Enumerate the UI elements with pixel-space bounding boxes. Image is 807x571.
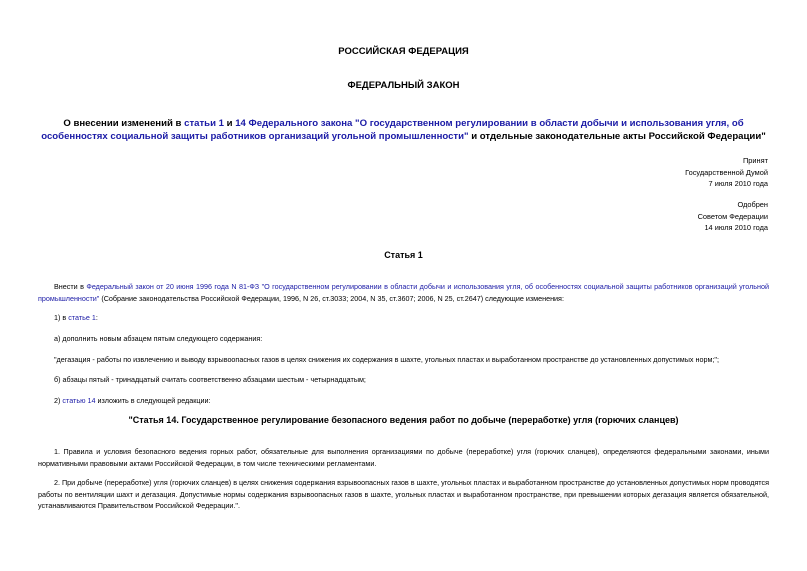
country-heading: РОССИЙСКАЯ ФЕДЕРАЦИЯ [338, 46, 469, 57]
article1-item-a: а) дополнить новым абзацем пятым следующего содержания: [54, 334, 263, 343]
article14-paragraph1: 1. Правила и условия безопасного ведения горных работ, обязательные для выполнения организациями по добыче (переработке) угля (горючих сланцев), определяются федеральными законами, иными нормативными правовыми актами Российской Федерации, в том числе техническими регламентами. [38, 447, 769, 468]
approved-line2: Советом Федерации [697, 211, 768, 221]
article1-heading: Статья 1 [384, 250, 423, 260]
item2-text-post: изложить в следующей редакции: [95, 396, 211, 405]
title-text-part3: и отдельные законодательные акты Российской Федерации" [468, 131, 766, 142]
law-title [30, 117, 777, 143]
item2-text-pre: 2) [54, 396, 63, 405]
title-link-article14[interactable]: 14 Федерального закона "О государственном регулировании в области добычи и использования угля, об особенностях социальной защиты работников организаций угольной промышленности" [41, 118, 744, 142]
title-text-part2: и [223, 118, 236, 129]
adopted-line3: 7 июля 2010 года [708, 179, 768, 188]
intro-law-link[interactable]: Федеральный закон от 20 июня 1996 года N 81-ФЗ "О государственном регулировании в области добычи и использования угля, об особенностях социальной защиты работников организаций угольной промышленности" [38, 282, 769, 303]
approved-line3: 14 июля 2010 года [704, 223, 768, 232]
adopted-line1: Принят [742, 156, 768, 165]
intro-text-pre: Внести в [54, 282, 87, 291]
degasification-definition: "дегазация - работы по извлечению и выводу взрывоопасных газов в целях снижения их содержания в шахте, угольных пластах и выработанном пространстве до установленных допустимых норм;"; [54, 355, 719, 364]
item1-text-post: : [95, 313, 98, 322]
title-link-article1[interactable]: статьи 1 [184, 118, 224, 129]
item1-text-pre: 1) в [54, 313, 69, 322]
approved-stamp [698, 199, 768, 234]
approved-line1: Одобрен [737, 200, 768, 209]
article14-heading: "Статья 14. Государственное регулирование безопасного ведения работ по добыче (переработке) угля (горючих сланцев) [128, 415, 679, 425]
adopted-stamp [685, 155, 768, 190]
article14-paragraph2: 2. При добыче (переработке) угля (горючих сланцев) в целях снижения содержания взрывоопасных газов в шахте, угольных пластах и выработанном пространстве до установленных допустимых норм проводятся работы по вентиляции шахт и дегазация. Допустимые нормы содержания взрывоопасных газов в шахте, угольных пластах и выработанном пространстве, при превышении которых дегазация является обязательной, устанавливаются Правительством Российской Федерации.". [38, 478, 769, 510]
article1-intro [38, 281, 769, 304]
intro-text-post: (Собрание законодательства Российской Федерации, 1996, N 26, ст.3033; 2004, N 35, ст.3607; 2006, N 25, ст.2647) следующие изменения: [99, 293, 564, 303]
item2-article-link[interactable]: статью 14 [62, 396, 96, 405]
adopted-line2: Государственной Думой [685, 167, 768, 177]
law-type-heading: ФЕДЕРАЛЬНЫЙ ЗАКОН [347, 80, 460, 91]
item1-article-link[interactable]: статье 1 [68, 313, 96, 322]
article1-item-b: б) абзацы пятый - тринадцатый считать соответственно абзацами шестым - четырнадцатым; [54, 375, 366, 384]
article1-item2 [38, 395, 769, 407]
article1-item1 [38, 312, 769, 324]
title-text-part1: О внесении изменений в [63, 118, 185, 129]
